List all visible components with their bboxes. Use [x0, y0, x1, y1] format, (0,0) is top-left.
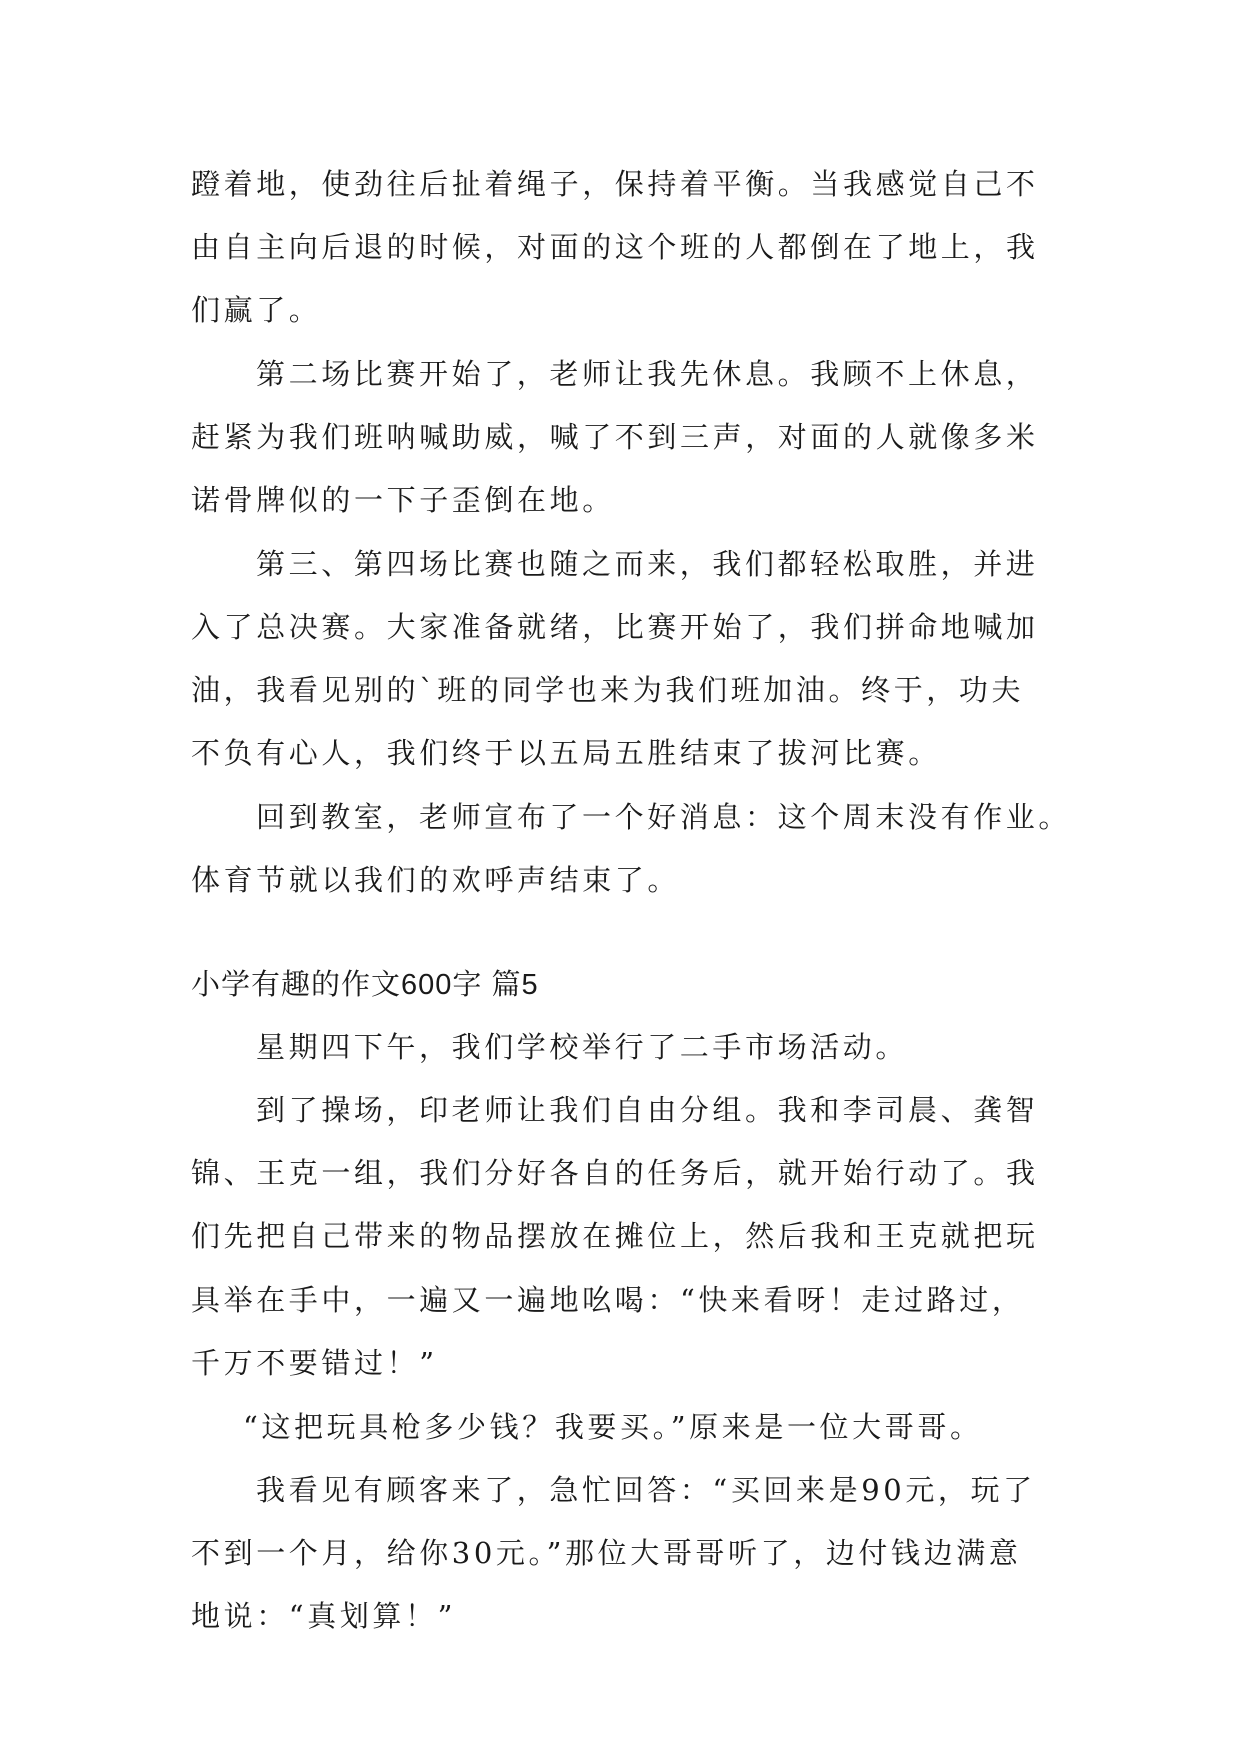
section-paragraph-2-line-4: 具举在手中，一遍又一遍地吆喝：“快来看呀！走过路过， [191, 1283, 1025, 1317]
paragraph-2-line-3: 诺骨牌似的一下子歪倒在地。 [191, 483, 615, 517]
section-paragraph-3-line-1: “这把玩具枪多少钱？我要买。”原来是一位大哥哥。 [243, 1410, 983, 1444]
paragraph-4-line-1: 回到教室，老师宣布了一个好消息：这个周末没有作业。 [256, 800, 1072, 834]
section-paragraph-2-line-2: 锦、王克一组，我们分好各自的任务后，就开始行动了。我 [191, 1156, 1039, 1190]
paragraph-2-line-2: 赶紧为我们班呐喊助威，喊了不到三声，对面的人就像多米 [191, 420, 1039, 454]
paragraph-2-line-1: 第二场比赛开始了，老师让我先休息。我顾不上休息， [256, 357, 1039, 391]
section-paragraph-2-line-1: 到了操场，印老师让我们自由分组。我和李司晨、龚智 [256, 1093, 1039, 1127]
paragraph-1-line-2: 由自主向后退的时候，对面的这个班的人都倒在了地上，我 [191, 230, 1039, 264]
section-paragraph-1-line-1: 星期四下午，我们学校举行了二手市场活动。 [256, 1030, 909, 1064]
paragraph-3-line-1: 第三、第四场比赛也随之而来，我们都轻松取胜，并进 [256, 547, 1039, 581]
section-paragraph-4-line-2: 不到一个月，给你30元。”那位大哥哥听了，边付钱边满意 [191, 1536, 1022, 1570]
paragraph-4-line-2: 体育节就以我们的欢呼声结束了。 [191, 863, 681, 897]
section-paragraph-4-line-3: 地说：“真划算！” [191, 1599, 457, 1633]
paragraph-3-line-4: 不负有心人，我们终于以五局五胜结束了拔河比赛。 [191, 736, 941, 770]
section-paragraph-2-line-3: 们先把自己带来的物品摆放在摊位上，然后我和王克就把玩 [191, 1219, 1039, 1253]
paragraph-3-line-3: 油，我看见别的`班的同学也来为我们班加油。终于，功夫 [191, 673, 1025, 707]
paragraph-3-line-2: 入了总决赛。大家准备就绪，比赛开始了，我们拼命地喊加 [191, 610, 1039, 644]
section-paragraph-4-line-1: 我看见有顾客来了，急忙回答：“买回来是90元，玩了 [256, 1473, 1036, 1507]
section-heading: 小学有趣的作文600字 篇5 [191, 969, 539, 1001]
paragraph-1-line-1: 蹬着地，使劲往后扯着绳子，保持着平衡。当我感觉自己不 [191, 167, 1039, 201]
section-paragraph-2-line-5: 千万不要错过！” [191, 1346, 438, 1380]
paragraph-1-line-3: 们赢了。 [191, 293, 322, 327]
